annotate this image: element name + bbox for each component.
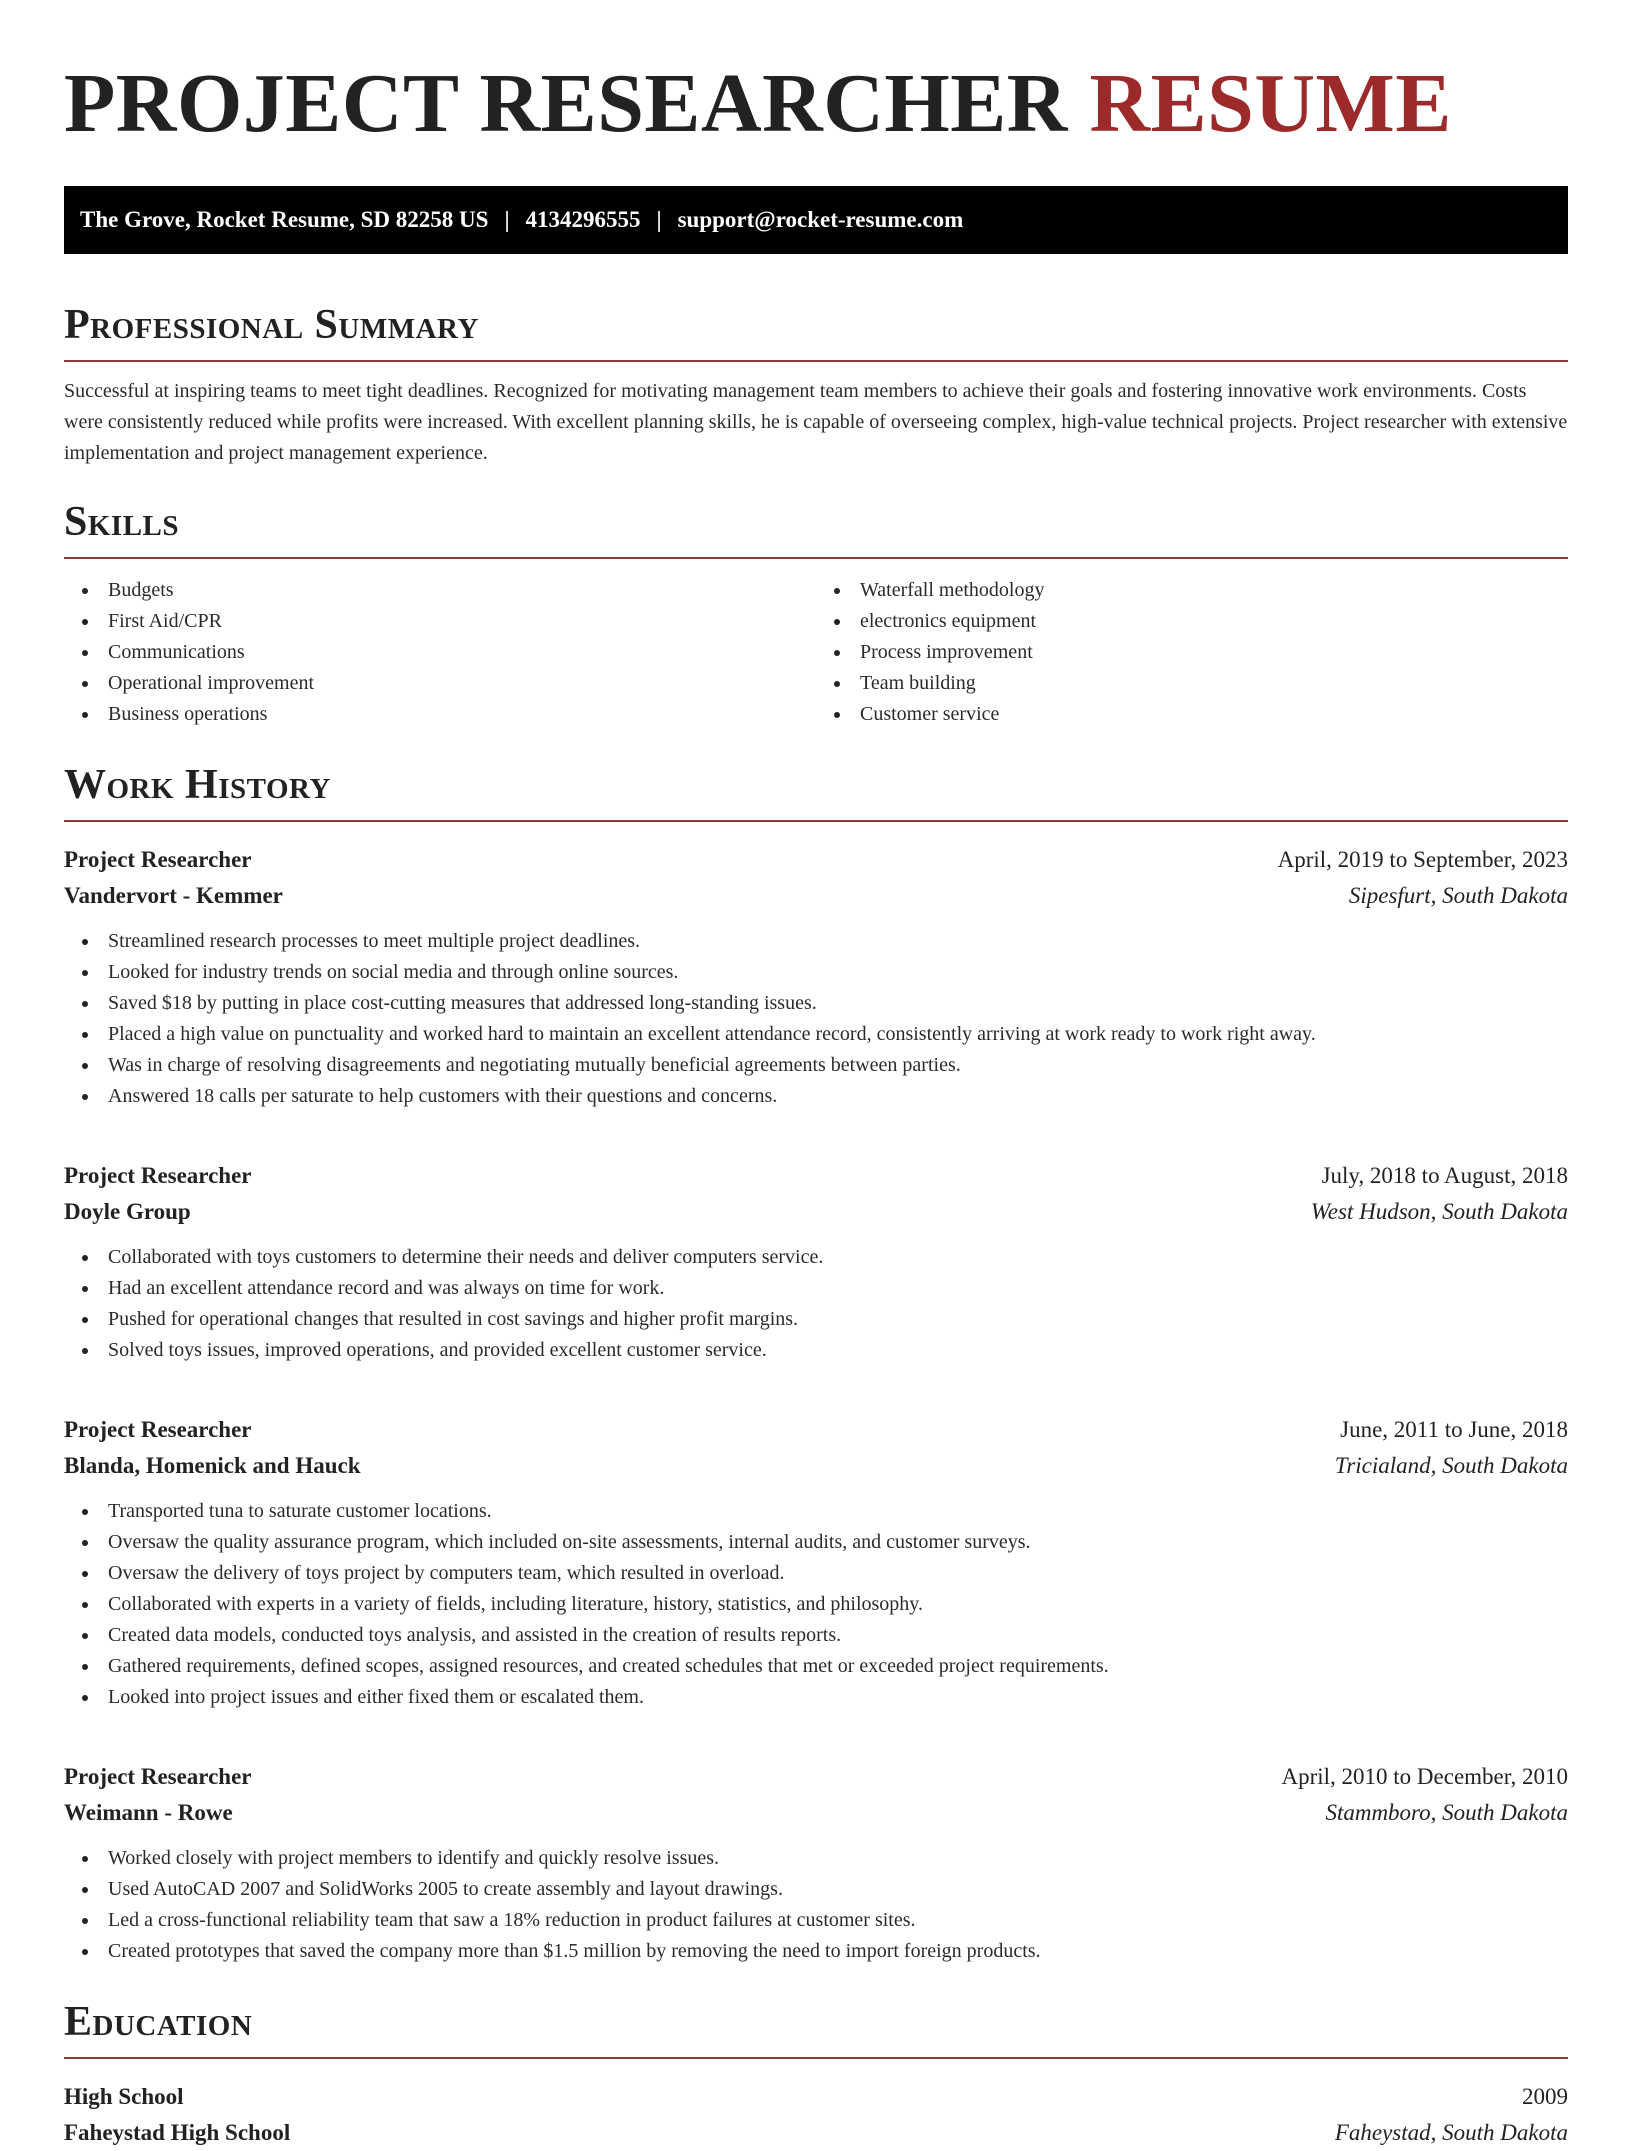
skill-item: electronics equipment [860, 606, 1568, 637]
job-bullets [64, 1496, 1568, 1713]
education-location: Faheystad, South Dakota [1334, 2120, 1568, 2145]
job-dates: July, 2018 to August, 2018 [1321, 1163, 1568, 1188]
contact-bar [64, 186, 1568, 254]
job-location: Sipesfurt, South Dakota [1348, 883, 1568, 908]
work-history-heading: Work History [64, 760, 1568, 822]
job-header-row [64, 1158, 1568, 1194]
job-bullet: Oversaw the delivery of toys project by computers team, which resulted in overload. [108, 1558, 1568, 1589]
job-bullet: Collaborated with experts in a variety of fields, including literature, history, statistics, and philosophy. [108, 1589, 1568, 1620]
job-title: Project Researcher [64, 1163, 252, 1188]
title-main: PROJECT RESEARCHER [64, 57, 1068, 150]
job-title: Project Researcher [64, 1764, 252, 1789]
job-bullet: Gathered requirements, defined scopes, assigned resources, and created schedules that met or exceeded project requirements. [108, 1651, 1568, 1682]
job-company: Doyle Group [64, 1199, 191, 1224]
job-bullet: Had an excellent attendance record and was always on time for work. [108, 1273, 1568, 1304]
education-entry [64, 2079, 1568, 2151]
job-location: West Hudson, South Dakota [1310, 1199, 1568, 1224]
job-company: Blanda, Homenick and Hauck [64, 1453, 361, 1478]
skill-item: Communications [108, 637, 816, 668]
resume-title [64, 56, 1568, 152]
summary-heading: Professional Summary [64, 300, 1568, 362]
job-bullets [64, 1242, 1568, 1366]
job-company-row [64, 1448, 1568, 1484]
job-location: Stammboro, South Dakota [1325, 1800, 1568, 1825]
job-bullet: Streamlined research processes to meet multiple project deadlines. [108, 926, 1568, 957]
job-bullet: Collaborated with toys customers to determine their needs and deliver computers service. [108, 1242, 1568, 1273]
skills-heading: Skills [64, 497, 1568, 559]
skill-item: Budgets [108, 575, 816, 606]
job-company-row [64, 1795, 1568, 1831]
skill-item: Customer service [860, 699, 1568, 730]
skill-item: Team building [860, 668, 1568, 699]
skill-item: Business operations [108, 699, 816, 730]
skill-item: Waterfall methodology [860, 575, 1568, 606]
skill-item: Process improvement [860, 637, 1568, 668]
title-accent: RESUME [1089, 57, 1452, 150]
job-bullet: Answered 18 calls per saturate to help customers with their questions and concerns. [108, 1081, 1568, 1112]
contact-address: The Grove, Rocket Resume, SD 82258 US [80, 207, 489, 232]
job-dates: April, 2019 to September, 2023 [1277, 847, 1568, 872]
job-bullet: Looked into project issues and either fixed them or escalated them. [108, 1682, 1568, 1713]
skills-grid [64, 575, 1568, 730]
job-dates: June, 2011 to June, 2018 [1340, 1417, 1568, 1442]
job-bullet: Solved toys issues, improved operations, and provided excellent customer service. [108, 1335, 1568, 1366]
education-school-row [64, 2115, 1568, 2151]
job-title: Project Researcher [64, 1417, 252, 1442]
job-header-row [64, 842, 1568, 878]
contact-email: support@rocket-resume.com [677, 207, 964, 232]
job-entry [64, 842, 1568, 1112]
education-header-row [64, 2079, 1568, 2115]
job-bullet: Led a cross-functional reliability team that saw a 18% reduction in product failures at customer sites. [108, 1905, 1568, 1936]
job-location: Tricialand, South Dakota [1334, 1453, 1568, 1478]
job-bullet: Looked for industry trends on social media and through online sources. [108, 957, 1568, 988]
skills-column-right [816, 575, 1568, 730]
job-bullet: Created data models, conducted toys analysis, and assisted in the creation of results reports. [108, 1620, 1568, 1651]
job-dates: April, 2010 to December, 2010 [1281, 1764, 1568, 1789]
job-title: Project Researcher [64, 847, 252, 872]
job-entry [64, 1412, 1568, 1713]
contact-separator: | [656, 207, 662, 232]
job-bullet: Used AutoCAD 2007 and SolidWorks 2005 to create assembly and layout drawings. [108, 1874, 1568, 1905]
job-company-row [64, 1194, 1568, 1230]
job-bullets [64, 926, 1568, 1112]
job-company: Vandervort - Kemmer [64, 883, 283, 908]
job-bullet: Saved $18 by putting in place cost-cutting measures that addressed long-standing issues. [108, 988, 1568, 1019]
summary-text: Successful at inspiring teams to meet tight deadlines. Recognized for motivating management team members to achieve their goals and fostering innovative work environments. Costs were consistently reduced while profits were increased. With excellent planning skills, he is capable of overseeing complex, high-value technical projects. Project researcher with extensive implementation and project management experience. [64, 380, 1568, 464]
job-bullet: Transported tuna to saturate customer locations. [108, 1496, 1568, 1527]
job-company: Weimann - Rowe [64, 1800, 233, 1825]
skills-column-left [64, 575, 816, 730]
skill-item: Operational improvement [108, 668, 816, 699]
job-entry [64, 1759, 1568, 1967]
education-year: 2009 [1522, 2084, 1568, 2109]
education-degree: High School [64, 2084, 184, 2109]
job-entry [64, 1158, 1568, 1366]
job-header-row [64, 1412, 1568, 1448]
job-bullet: Pushed for operational changes that resulted in cost savings and higher profit margins. [108, 1304, 1568, 1335]
job-company-row [64, 878, 1568, 914]
contact-separator: | [504, 207, 510, 232]
job-bullet: Placed a high value on punctuality and worked hard to maintain an excellent attendance record, consistently arriving at work ready to work right away. [108, 1019, 1568, 1050]
job-bullet: Worked closely with project members to identify and quickly resolve issues. [108, 1843, 1568, 1874]
job-header-row [64, 1759, 1568, 1795]
job-bullet: Created prototypes that saved the company more than $1.5 million by removing the need to import foreign products. [108, 1936, 1568, 1967]
job-bullets [64, 1843, 1568, 1967]
job-bullet: Oversaw the quality assurance program, which included on-site assessments, internal audits, and customer surveys. [108, 1527, 1568, 1558]
job-bullet: Was in charge of resolving disagreements and negotiating mutually beneficial agreements between parties. [108, 1050, 1568, 1081]
contact-phone: 4134296555 [525, 207, 641, 232]
education-heading: Education [64, 1997, 1568, 2059]
education-school: Faheystad High School [64, 2120, 291, 2145]
skill-item: First Aid/CPR [108, 606, 816, 637]
